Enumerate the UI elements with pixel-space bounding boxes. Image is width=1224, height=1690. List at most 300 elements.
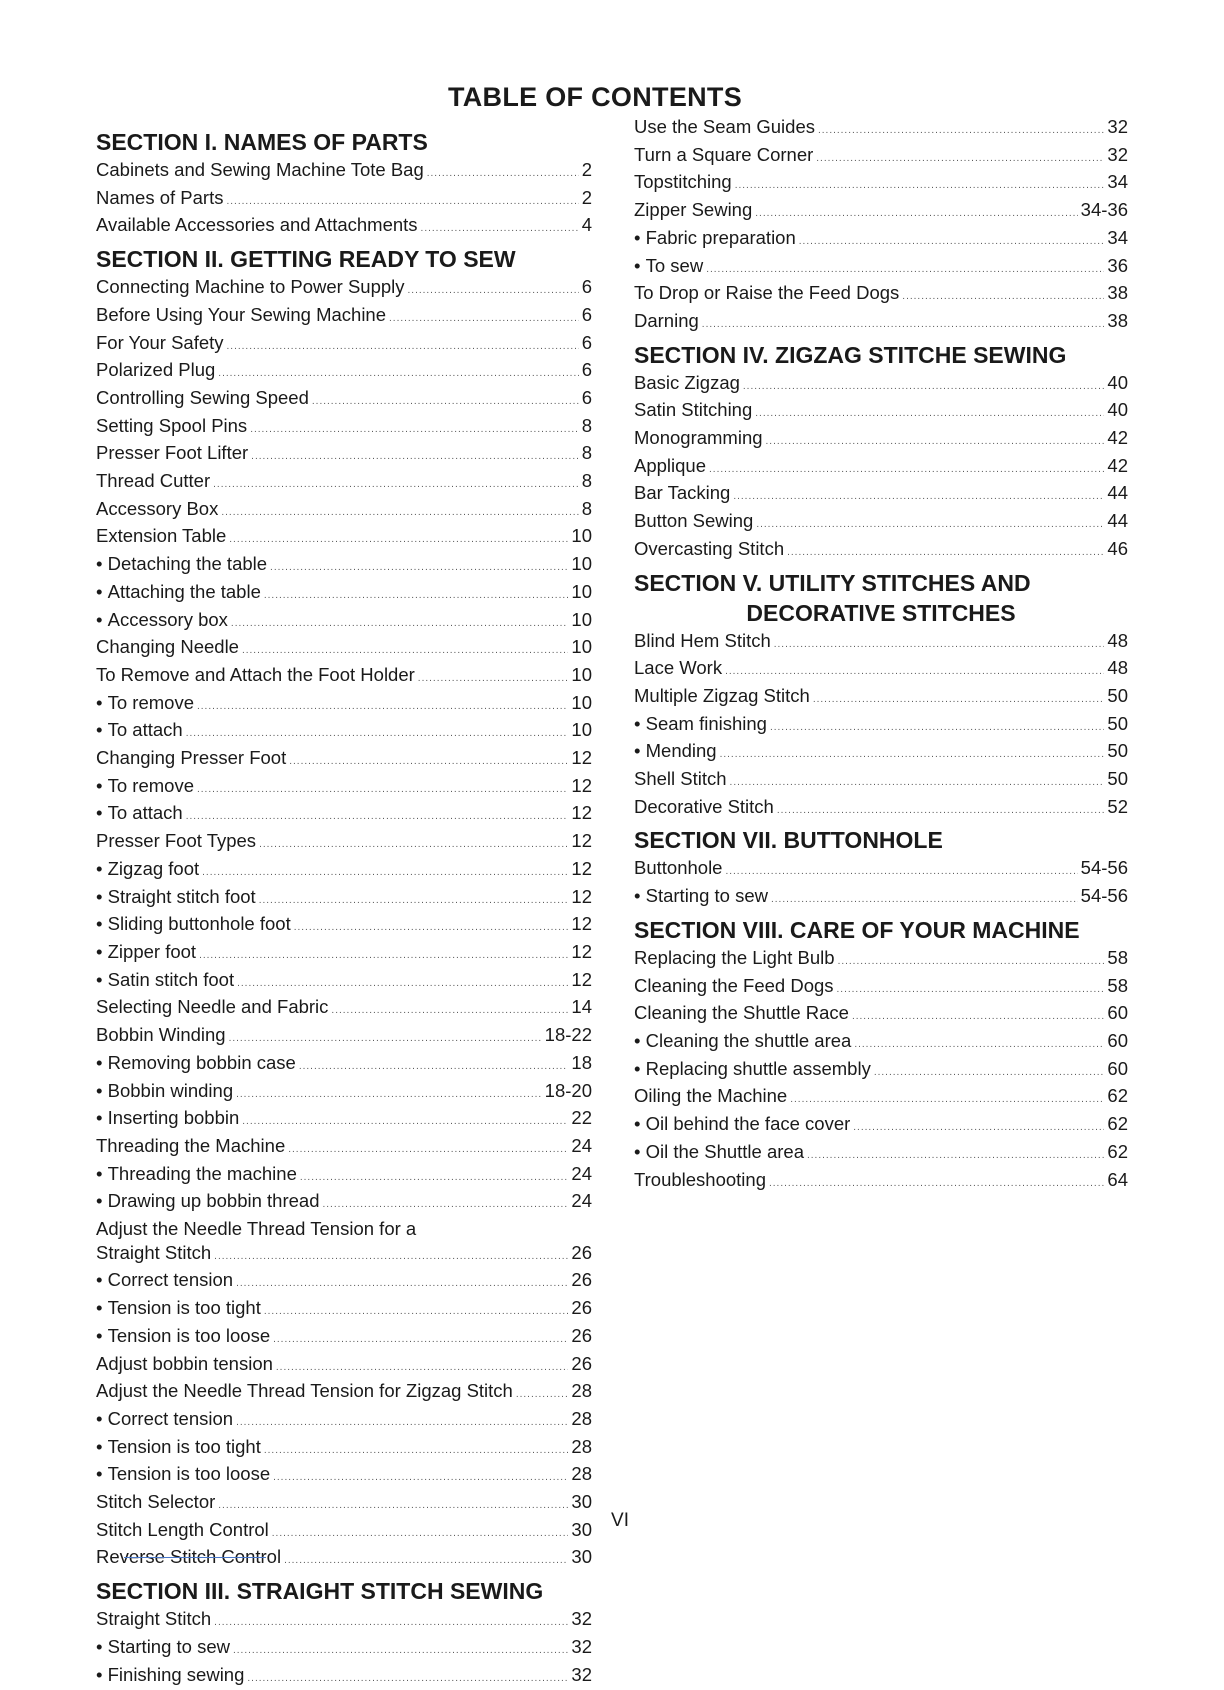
toc-entry <box>634 454 1128 482</box>
toc-subentry <box>96 691 592 719</box>
toc-entry <box>634 629 1128 657</box>
entry-page: 18-20 <box>544 1079 592 1101</box>
entry-label: Troubleshooting <box>634 1168 766 1190</box>
toc-subentry <box>634 254 1128 282</box>
entry-page: 42 <box>1107 427 1128 449</box>
dot-leader <box>202 861 568 885</box>
toc-entry <box>634 946 1128 974</box>
dot-leader <box>199 944 568 968</box>
entry-label: To Remove and Attach the Foot Holder <box>96 663 415 685</box>
entry-page: 12 <box>571 857 592 879</box>
entry-label: Controlling Sewing Speed <box>96 386 309 408</box>
toc-entry <box>96 469 592 497</box>
section-heading: SECTION VIII. CARE OF YOUR MACHINE <box>634 916 1080 943</box>
entry-label: Bar Tacking <box>634 482 731 504</box>
entry-page: 12 <box>571 774 592 796</box>
entry-page: 24 <box>571 1162 592 1184</box>
entry-label: Darning <box>634 309 699 331</box>
entry-page: 28 <box>571 1463 592 1485</box>
dot-leader <box>418 667 569 691</box>
dot-leader <box>227 335 579 359</box>
toc-left-column <box>96 124 592 1690</box>
entry-label: Overcasting Stitch <box>634 537 785 559</box>
toc-subentry <box>96 1079 592 1107</box>
entry-page: 6 <box>581 303 592 325</box>
dot-leader <box>709 458 1104 482</box>
dot-leader <box>733 485 1104 509</box>
entry-label: Selecting Needle and Fabric <box>96 996 329 1018</box>
section-heading-continued: DECORATIVE STITCHES <box>746 599 1016 626</box>
dot-leader <box>294 916 569 940</box>
toc-subentry <box>634 1112 1128 1140</box>
dot-leader <box>276 1356 569 1380</box>
section-heading: SECTION III. STRAIGHT STITCH SEWING <box>96 1578 544 1605</box>
entry-page: 46 <box>1107 537 1128 559</box>
entry-label: • To remove <box>96 691 194 715</box>
entry-page: 60 <box>1107 1057 1128 1079</box>
entry-page: 54-56 <box>1080 857 1128 879</box>
dot-leader <box>771 888 1078 912</box>
entry-page: 34 <box>1107 171 1128 193</box>
toc-subentry <box>634 226 1128 254</box>
section-heading: SECTION VII. BUTTONHOLE <box>634 827 943 854</box>
entry-label: • Oil the Shuttle area <box>634 1140 804 1164</box>
dot-leader <box>236 1083 542 1107</box>
toc-subentry <box>96 1407 592 1435</box>
toc-subentry <box>96 552 592 580</box>
entry-label: Applique <box>634 454 707 476</box>
dot-leader <box>756 513 1104 537</box>
entry-label: Before Using Your Sewing Machine <box>96 303 387 325</box>
entry-label: Threading the Machine <box>96 1134 286 1156</box>
entry-label: To Drop or Raise the Feed Dogs <box>634 282 900 304</box>
dot-leader <box>720 743 1105 767</box>
entry-label: Presser Foot Lifter <box>96 442 249 464</box>
toc-entry <box>96 186 592 214</box>
dot-leader <box>427 162 579 186</box>
toc-subentry <box>96 718 592 746</box>
toc-entry <box>96 441 592 469</box>
entry-label: • Straight stitch foot <box>96 885 256 909</box>
entry-label: • Fabric preparation <box>634 226 796 250</box>
toc-subentry <box>634 1057 1128 1085</box>
entry-label: Shell Stitch <box>634 768 727 790</box>
entry-page: 12 <box>571 968 592 990</box>
entry-label: Names of Parts <box>96 186 224 208</box>
entry-label: • Satin stitch foot <box>96 968 234 992</box>
entry-label: • Attaching the table <box>96 580 261 604</box>
entry-page: 44 <box>1107 510 1128 532</box>
dot-leader <box>725 660 1104 684</box>
dot-leader <box>807 1144 1104 1168</box>
entry-page: 10 <box>571 553 592 575</box>
toc-entry <box>634 198 1128 226</box>
toc-entry <box>634 1084 1128 1112</box>
dot-leader <box>408 279 579 303</box>
entry-label: Thread Cutter <box>96 470 211 492</box>
entry-page: 8 <box>581 497 592 519</box>
entry-page: 10 <box>571 636 592 658</box>
entry-page: 24 <box>571 1134 592 1156</box>
toc-subentry <box>634 884 1128 912</box>
toc-entry <box>634 1001 1128 1029</box>
entry-label: Lace Work <box>634 657 723 679</box>
dot-leader <box>331 999 568 1023</box>
entry-label: Cabinets and Sewing Machine Tote Bag <box>96 159 424 180</box>
toc-entry <box>96 1379 592 1407</box>
dot-leader <box>227 190 579 214</box>
entry-label: Buttonhole <box>634 857 723 879</box>
toc-entry <box>634 281 1128 309</box>
toc-subentry <box>96 1324 592 1352</box>
entry-page: 18-22 <box>544 1024 592 1046</box>
entry-page: 4 <box>581 214 592 236</box>
toc-entry <box>634 398 1128 426</box>
toc-entry <box>634 684 1128 712</box>
toc-entry <box>96 1241 592 1269</box>
dot-leader <box>273 1466 568 1490</box>
dot-leader <box>214 1611 568 1635</box>
entry-page: 60 <box>1107 1002 1128 1024</box>
dot-leader <box>813 688 1105 712</box>
entry-page: 32 <box>571 1635 592 1657</box>
entry-page: 14 <box>571 996 592 1018</box>
entry-page: 48 <box>1107 629 1128 651</box>
toc-entry <box>634 481 1128 509</box>
dot-leader <box>743 375 1105 399</box>
toc-entry <box>96 386 592 414</box>
entry-page: 38 <box>1107 282 1128 304</box>
toc-entry <box>634 974 1128 1002</box>
toc-subentry <box>634 1029 1128 1057</box>
toc-entry <box>634 509 1128 537</box>
dot-leader <box>288 1138 568 1162</box>
dot-leader <box>516 1383 569 1407</box>
entry-label: Basic Zigzag <box>634 371 740 393</box>
entry-page: 50 <box>1107 684 1128 706</box>
entry-label: Polarized Plug <box>96 359 216 381</box>
dot-leader <box>774 633 1105 657</box>
entry-page: 8 <box>581 470 592 492</box>
entry-label: • Tension is too tight <box>96 1296 261 1320</box>
dot-leader <box>221 501 578 525</box>
dot-leader <box>186 722 569 746</box>
dot-leader <box>214 1245 568 1269</box>
toc-entry <box>96 1352 592 1380</box>
dot-leader <box>186 805 569 829</box>
entry-page: 26 <box>571 1324 592 1346</box>
entry-page: 30 <box>571 1546 592 1568</box>
entry-page: 50 <box>1107 768 1128 790</box>
entry-label: Multiple Zigzag Stitch <box>634 684 810 706</box>
toc-entry <box>634 309 1128 337</box>
dot-leader <box>251 445 579 469</box>
entry-label: Accessory Box <box>96 497 219 519</box>
entry-page: 40 <box>1107 399 1128 421</box>
entry-label: Zipper Sewing <box>634 199 753 221</box>
toc-subentry <box>96 1162 592 1190</box>
entry-label: • Tension is too loose <box>96 1462 270 1486</box>
entry-label: Stitch Length Control <box>96 1518 269 1540</box>
entry-page: 26 <box>571 1241 592 1263</box>
entry-page: 50 <box>1107 712 1128 734</box>
dot-leader <box>300 1166 569 1190</box>
dot-leader <box>755 202 1077 226</box>
toc-entry <box>634 143 1128 171</box>
toc-entry <box>634 1168 1128 1196</box>
dot-leader <box>770 716 1104 740</box>
dot-leader <box>323 1193 569 1217</box>
dot-leader <box>284 1549 568 1573</box>
entry-label: Setting Spool Pins <box>96 414 248 436</box>
entry-label: • Correct tension <box>96 1268 233 1292</box>
entry-page: 28 <box>571 1435 592 1457</box>
entry-label: • Bobbin winding <box>96 1079 233 1103</box>
entry-label: Adjust the Needle Thread Tension for a <box>96 1218 417 1240</box>
dot-leader <box>730 771 1105 795</box>
toc-subentry <box>96 968 592 996</box>
entry-page: 8 <box>581 442 592 464</box>
toc-entry <box>634 856 1128 884</box>
entry-label: Changing Needle <box>96 636 239 658</box>
toc-subentry <box>96 1635 592 1663</box>
entry-label: Monogramming <box>634 427 763 449</box>
toc-subentry <box>96 580 592 608</box>
dot-leader <box>702 313 1105 337</box>
dot-leader <box>735 174 1105 198</box>
toc-subentry <box>96 1435 592 1463</box>
entry-page: 62 <box>1107 1085 1128 1107</box>
toc-entry <box>634 115 1128 143</box>
entry-label: Presser Foot Types <box>96 830 257 852</box>
entry-label: • Mending <box>634 739 717 763</box>
toc-entry <box>96 746 592 774</box>
toc-entry <box>96 663 592 691</box>
entry-label: • Sliding buttonhole foot <box>96 912 291 936</box>
dot-leader <box>837 978 1105 1002</box>
dot-leader <box>242 1110 568 1134</box>
entry-page: 12 <box>571 802 592 824</box>
section-heading: SECTION IV. ZIGZAG STITCHE SEWING <box>634 341 1067 368</box>
entry-label: • Removing bobbin case <box>96 1051 296 1075</box>
entry-page: 24 <box>571 1190 592 1212</box>
dot-leader <box>818 119 1104 143</box>
page-number: VI <box>611 1510 629 1531</box>
entry-page: 64 <box>1107 1168 1128 1190</box>
entry-page: 48 <box>1107 657 1128 679</box>
entry-page: 26 <box>571 1269 592 1291</box>
toc-subentry <box>634 1140 1128 1168</box>
dot-leader <box>197 695 568 719</box>
entry-page: 32 <box>571 1608 592 1630</box>
footer-rule <box>124 1557 266 1558</box>
entry-page: 6 <box>581 276 592 298</box>
toc-subentry <box>96 1462 592 1490</box>
toc-entry <box>634 656 1128 684</box>
entry-page: 6 <box>581 331 592 353</box>
dot-leader <box>259 889 569 913</box>
entry-page: 12 <box>571 940 592 962</box>
entry-label: For Your Safety <box>96 331 224 353</box>
toc-title: TABLE OF CONTENTS <box>447 82 743 112</box>
toc-entry <box>96 303 592 331</box>
dot-leader <box>853 1116 1104 1140</box>
entry-label: Decorative Stitch <box>634 795 774 817</box>
entry-page: 18 <box>571 1051 592 1073</box>
entry-page: 38 <box>1107 309 1128 331</box>
entry-label: • To remove <box>96 774 194 798</box>
entry-label: • Starting to sew <box>96 1635 230 1659</box>
dot-leader <box>229 528 568 552</box>
toc-entry <box>96 995 592 1023</box>
dot-leader <box>790 1088 1104 1112</box>
toc-entry <box>96 635 592 663</box>
toc-subentry <box>96 1106 592 1134</box>
dot-leader <box>218 362 578 386</box>
toc-subentry <box>96 912 592 940</box>
section-heading: SECTION I. NAMES OF PARTS <box>96 129 428 155</box>
entry-label: Cleaning the Feed Dogs <box>634 974 834 996</box>
entry-label: • Oil behind the face cover <box>634 1112 850 1136</box>
entry-label: Bobbin Winding <box>96 1024 226 1046</box>
toc-entry <box>634 795 1128 823</box>
entry-label: Reverse Stitch Control <box>96 1546 282 1568</box>
entry-page: 6 <box>581 359 592 381</box>
entry-page: 40 <box>1107 371 1128 393</box>
dot-leader <box>799 230 1105 254</box>
entry-label: • Drawing up bobbin thread <box>96 1189 320 1213</box>
entry-label: Adjust bobbin tension <box>96 1352 273 1374</box>
entry-label: • Zigzag foot <box>96 857 199 881</box>
entry-page: 10 <box>571 719 592 741</box>
toc-entry <box>96 1134 592 1162</box>
dot-leader <box>236 1411 568 1435</box>
dot-leader <box>236 1272 568 1296</box>
entry-label: • Threading the machine <box>96 1162 297 1186</box>
toc-entry <box>96 1023 592 1051</box>
entry-page: 2 <box>581 159 592 180</box>
dot-leader <box>725 860 1077 884</box>
toc-entry <box>96 497 592 525</box>
entry-label: • Zipper foot <box>96 940 196 964</box>
entry-label: Cleaning the Shuttle Race <box>634 1002 849 1024</box>
entry-page: 10 <box>571 580 592 602</box>
entry-page: 36 <box>1107 254 1128 276</box>
entry-page: 10 <box>571 663 592 685</box>
dot-leader <box>902 285 1104 309</box>
dot-leader <box>777 799 1105 823</box>
entry-page: 52 <box>1107 795 1128 817</box>
entry-page: 50 <box>1107 740 1128 762</box>
entry-label: • To attach <box>96 718 183 742</box>
entry-label: Blind Hem Stitch <box>634 629 771 651</box>
entry-page: 12 <box>571 885 592 907</box>
toc-subentry <box>634 739 1128 767</box>
dot-leader <box>197 778 568 802</box>
dot-leader <box>766 430 1105 454</box>
entry-label: • Detaching the table <box>96 552 267 576</box>
entry-page: 22 <box>571 1107 592 1129</box>
dot-leader <box>769 1172 1104 1196</box>
entry-label: • Seam finishing <box>634 712 767 736</box>
dot-leader <box>264 1439 569 1463</box>
entry-label: Available Accessories and Attachments <box>96 214 418 236</box>
entry-label: • Replacing shuttle assembly <box>634 1057 871 1081</box>
entry-label: Replacing the Light Bulb <box>634 946 835 968</box>
entry-label: • Accessory box <box>96 608 228 632</box>
entry-label: • Tension is too loose <box>96 1324 270 1348</box>
toc-entry <box>96 213 592 241</box>
toc-entry <box>96 1545 592 1573</box>
toc-subentry <box>96 1296 592 1324</box>
toc-entry <box>634 767 1128 795</box>
dot-leader <box>264 1300 569 1324</box>
dot-leader <box>816 147 1104 171</box>
toc-entry <box>96 414 592 442</box>
entry-page: 34 <box>1107 226 1128 248</box>
dot-leader <box>854 1033 1104 1057</box>
dot-leader <box>838 950 1105 974</box>
entry-label: Changing Presser Foot <box>96 747 287 769</box>
dot-leader <box>706 258 1104 282</box>
dot-leader <box>250 418 579 442</box>
entry-page: 10 <box>571 525 592 547</box>
entry-page: 32 <box>1107 143 1128 165</box>
entry-page: 60 <box>1107 1029 1128 1051</box>
toc-subentry <box>96 1051 592 1079</box>
toc-subentry <box>96 1189 592 1217</box>
toc-entry <box>96 524 592 552</box>
dot-leader <box>242 639 568 663</box>
toc-subentry <box>96 608 592 636</box>
entry-page: 62 <box>1107 1140 1128 1162</box>
dot-leader <box>270 556 568 580</box>
toc-entry <box>96 331 592 359</box>
entry-label: Straight Stitch <box>96 1608 212 1630</box>
toc-subentry <box>96 1663 592 1690</box>
entry-page: 54-56 <box>1080 885 1128 907</box>
dot-leader <box>299 1055 569 1079</box>
toc-entry <box>634 371 1128 399</box>
entry-page: 6 <box>581 386 592 408</box>
entry-page: 32 <box>571 1663 592 1685</box>
toc-subentry <box>96 940 592 968</box>
toc-entry <box>96 275 592 303</box>
toc-entry <box>96 358 592 386</box>
dot-leader <box>874 1061 1105 1085</box>
dot-leader <box>264 584 569 608</box>
entry-label: Oiling the Machine <box>634 1085 788 1107</box>
entry-label: • To sew <box>634 254 703 278</box>
toc-entry <box>96 1217 592 1241</box>
dot-leader <box>231 612 569 636</box>
entry-page: 12 <box>571 747 592 769</box>
entry-label: • Tension is too tight <box>96 1435 261 1459</box>
toc-entry <box>634 537 1128 565</box>
toc-entry <box>634 170 1128 198</box>
entry-page: 58 <box>1107 974 1128 996</box>
dot-leader <box>233 1639 568 1663</box>
entry-label: • Inserting bobbin <box>96 1106 239 1130</box>
dot-leader <box>273 1328 568 1352</box>
toc-subentry <box>634 712 1128 740</box>
entry-label: Extension Table <box>96 525 227 547</box>
entry-label: • Finishing sewing <box>96 1663 244 1687</box>
entry-label: Stitch Selector <box>96 1491 216 1513</box>
section-heading: SECTION V. UTILITY STITCHES AND <box>634 569 1031 596</box>
entry-page: 28 <box>571 1407 592 1429</box>
dot-leader <box>289 750 568 774</box>
